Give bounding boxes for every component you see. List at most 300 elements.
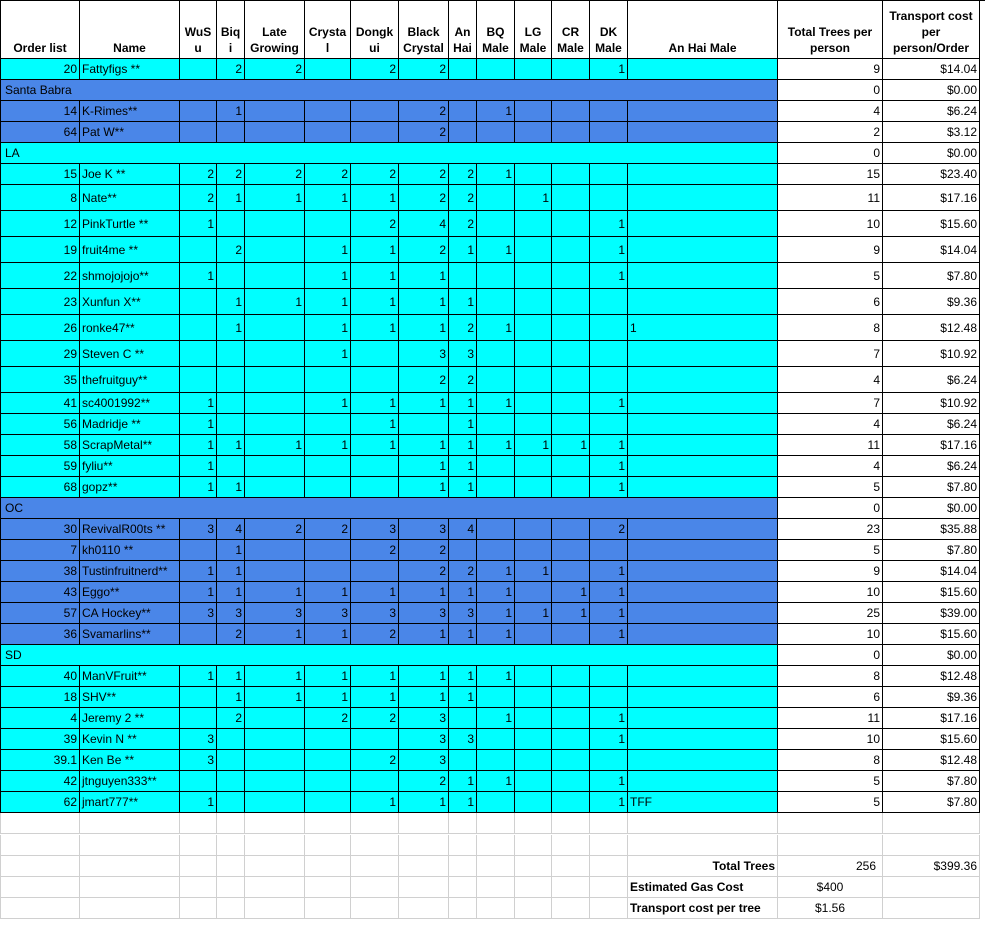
cell-black-crystal[interactable]: 3 — [399, 750, 449, 771]
empty-cell[interactable] — [778, 835, 883, 856]
cell-biqi[interactable] — [217, 771, 245, 792]
cell-late-growing[interactable]: 1 — [245, 582, 305, 603]
cell-cr-male[interactable] — [552, 164, 590, 185]
cell-transport-cost[interactable]: $39.00 — [883, 603, 980, 624]
cell-bq-male[interactable] — [477, 456, 515, 477]
cell-crystal[interactable] — [305, 771, 351, 792]
cell-total-trees[interactable]: 9 — [778, 561, 883, 582]
cell-late-growing[interactable]: 2 — [245, 519, 305, 540]
cell-late-growing[interactable] — [245, 393, 305, 414]
cell-crystal[interactable] — [305, 645, 351, 666]
cell-an-hai-male[interactable] — [628, 211, 778, 237]
cell-wusu[interactable] — [180, 540, 217, 561]
cell-dk-male[interactable] — [590, 645, 628, 666]
cell-bq-male[interactable] — [477, 519, 515, 540]
cell-total-trees[interactable]: 9 — [778, 59, 883, 80]
cell-black-crystal[interactable]: 2 — [399, 540, 449, 561]
cell-lg-male[interactable] — [515, 687, 552, 708]
cell-black-crystal[interactable] — [399, 143, 449, 164]
cell-black-crystal[interactable]: 3 — [399, 729, 449, 750]
cell-total-trees[interactable]: 10 — [778, 582, 883, 603]
cell-dongkui[interactable] — [351, 80, 399, 101]
cell-an-hai-male[interactable] — [628, 367, 778, 393]
cell-name[interactable]: Svamarlins** — [80, 624, 180, 645]
header-an-hai[interactable]: An Hai — [449, 1, 477, 59]
cell-cr-male[interactable] — [552, 666, 590, 687]
empty-cell[interactable] — [515, 813, 552, 834]
empty-cell[interactable] — [217, 813, 245, 834]
cell-lg-male[interactable] — [515, 101, 552, 122]
cell-cr-male[interactable] — [552, 624, 590, 645]
cell-transport-cost[interactable]: $6.24 — [883, 367, 980, 393]
empty-cell[interactable] — [0, 856, 80, 877]
empty-cell[interactable] — [180, 813, 217, 834]
cell-late-growing[interactable] — [245, 315, 305, 341]
cell-dongkui[interactable]: 3 — [351, 603, 399, 624]
cell-cr-male[interactable] — [552, 645, 590, 666]
cell-transport-cost[interactable]: $15.60 — [883, 211, 980, 237]
cell-black-crystal[interactable]: 2 — [399, 101, 449, 122]
empty-cell[interactable] — [883, 813, 980, 834]
cell-total-trees[interactable]: 10 — [778, 624, 883, 645]
cell-late-growing[interactable]: 1 — [245, 289, 305, 315]
cell-bq-male[interactable]: 1 — [477, 237, 515, 263]
empty-cell[interactable] — [552, 856, 590, 877]
cell-an-hai[interactable]: 1 — [449, 792, 477, 813]
cell-an-hai-male[interactable] — [628, 289, 778, 315]
empty-cell[interactable] — [245, 877, 305, 898]
cell-an-hai-male[interactable] — [628, 185, 778, 211]
cell-biqi[interactable] — [217, 456, 245, 477]
cell-black-crystal[interactable]: 1 — [399, 477, 449, 498]
cell-bq-male[interactable] — [477, 185, 515, 211]
empty-cell[interactable] — [180, 877, 217, 898]
cell-wusu[interactable] — [180, 645, 217, 666]
cell-total-trees[interactable]: 10 — [778, 211, 883, 237]
cell-transport-cost[interactable]: $9.36 — [883, 289, 980, 315]
cell-black-crystal[interactable] — [399, 498, 449, 519]
cell-wusu[interactable]: 3 — [180, 729, 217, 750]
cell-an-hai-male[interactable] — [628, 263, 778, 289]
cell-an-hai[interactable]: 1 — [449, 237, 477, 263]
cell-black-crystal[interactable] — [399, 645, 449, 666]
cell-black-crystal[interactable]: 2 — [399, 59, 449, 80]
cell-dongkui[interactable] — [351, 477, 399, 498]
cell-late-growing[interactable] — [245, 540, 305, 561]
cell-crystal[interactable] — [305, 80, 351, 101]
cell-biqi[interactable] — [217, 729, 245, 750]
cell-cr-male[interactable] — [552, 237, 590, 263]
cell-dk-male[interactable]: 1 — [590, 771, 628, 792]
cell-an-hai[interactable]: 1 — [449, 477, 477, 498]
cell-dk-male[interactable]: 1 — [590, 582, 628, 603]
cell-dongkui[interactable]: 1 — [351, 792, 399, 813]
cell-lg-male[interactable] — [515, 792, 552, 813]
cell-an-hai[interactable]: 1 — [449, 687, 477, 708]
cell-crystal[interactable]: 1 — [305, 582, 351, 603]
cell-biqi[interactable] — [217, 792, 245, 813]
cell-black-crystal[interactable]: 2 — [399, 185, 449, 211]
cell-wusu[interactable] — [180, 122, 217, 143]
cell-cr-male[interactable] — [552, 540, 590, 561]
cell-total-trees[interactable]: 9 — [778, 237, 883, 263]
cell-dongkui[interactable]: 2 — [351, 708, 399, 729]
cell-cr-male[interactable] — [552, 185, 590, 211]
cell-dongkui[interactable]: 1 — [351, 263, 399, 289]
cell-black-crystal[interactable]: 2 — [399, 237, 449, 263]
cell-name[interactable]: sc4001992** — [80, 393, 180, 414]
cell-dongkui[interactable] — [351, 498, 399, 519]
cell-order-list[interactable]: 42 — [0, 771, 80, 792]
cell-dk-male[interactable]: 1 — [590, 435, 628, 456]
cell-dk-male[interactable] — [590, 143, 628, 164]
cell-dk-male[interactable]: 1 — [590, 603, 628, 624]
cell-dongkui[interactable]: 2 — [351, 540, 399, 561]
empty-cell[interactable] — [0, 877, 80, 898]
empty-cell[interactable] — [245, 835, 305, 856]
cell-cr-male[interactable] — [552, 393, 590, 414]
cell-order-list[interactable]: 35 — [0, 367, 80, 393]
cell-transport-cost[interactable]: $6.24 — [883, 456, 980, 477]
cell-biqi[interactable] — [217, 80, 245, 101]
cell-total-trees[interactable]: 5 — [778, 771, 883, 792]
cell-dk-male[interactable] — [590, 414, 628, 435]
cell-bq-male[interactable]: 1 — [477, 771, 515, 792]
cell-an-hai[interactable]: 2 — [449, 185, 477, 211]
cell-cr-male[interactable] — [552, 708, 590, 729]
cell-order-list[interactable]: 4 — [0, 708, 80, 729]
cell-biqi[interactable] — [217, 393, 245, 414]
header-biqi[interactable]: Biq i — [217, 1, 245, 59]
cell-transport-cost[interactable]: $35.88 — [883, 519, 980, 540]
cell-transport-cost[interactable]: $12.48 — [883, 315, 980, 341]
cell-lg-male[interactable]: 1 — [515, 185, 552, 211]
cell-bq-male[interactable] — [477, 645, 515, 666]
cell-cr-male[interactable] — [552, 498, 590, 519]
cell-black-crystal[interactable]: 1 — [399, 687, 449, 708]
cell-an-hai[interactable]: 3 — [449, 729, 477, 750]
cell-lg-male[interactable] — [515, 341, 552, 367]
cell-an-hai[interactable]: 4 — [449, 519, 477, 540]
cell-biqi[interactable] — [217, 341, 245, 367]
cell-total-trees[interactable]: 10 — [778, 729, 883, 750]
cell-cr-male[interactable] — [552, 687, 590, 708]
cell-total-trees[interactable]: 6 — [778, 687, 883, 708]
cell-dongkui[interactable]: 1 — [351, 666, 399, 687]
cell-transport-cost[interactable]: $23.40 — [883, 164, 980, 185]
cell-name[interactable]: SHV** — [80, 687, 180, 708]
cell-black-crystal[interactable] — [399, 414, 449, 435]
cell-wusu[interactable]: 1 — [180, 477, 217, 498]
cell-cr-male[interactable]: 1 — [552, 435, 590, 456]
cell-transport-cost[interactable]: $7.80 — [883, 771, 980, 792]
cell-name[interactable]: Joe K ** — [80, 164, 180, 185]
cell-dk-male[interactable]: 1 — [590, 729, 628, 750]
cell-late-growing[interactable] — [245, 263, 305, 289]
cell-late-growing[interactable] — [245, 456, 305, 477]
cell-black-crystal[interactable]: 1 — [399, 435, 449, 456]
cell-dongkui[interactable] — [351, 143, 399, 164]
cell-biqi[interactable]: 1 — [217, 540, 245, 561]
cell-wusu[interactable] — [180, 624, 217, 645]
cell-black-crystal[interactable]: 3 — [399, 708, 449, 729]
cell-cr-male[interactable] — [552, 101, 590, 122]
cell-lg-male[interactable] — [515, 708, 552, 729]
cell-dongkui[interactable]: 1 — [351, 435, 399, 456]
cell-transport-cost[interactable]: $7.80 — [883, 263, 980, 289]
cell-total-trees[interactable]: 4 — [778, 101, 883, 122]
cell-bq-male[interactable] — [477, 498, 515, 519]
cell-crystal[interactable]: 1 — [305, 315, 351, 341]
empty-cell[interactable] — [449, 877, 477, 898]
cell-lg-male[interactable] — [515, 122, 552, 143]
cell-transport-cost[interactable]: $9.36 — [883, 687, 980, 708]
cell-crystal[interactable]: 1 — [305, 237, 351, 263]
cell-biqi[interactable]: 1 — [217, 687, 245, 708]
cell-an-hai-male[interactable] — [628, 561, 778, 582]
cell-transport-cost[interactable]: $14.04 — [883, 561, 980, 582]
cell-an-hai-male[interactable] — [628, 582, 778, 603]
cell-late-growing[interactable]: 1 — [245, 666, 305, 687]
cell-lg-male[interactable]: 1 — [515, 561, 552, 582]
cell-late-growing[interactable] — [245, 414, 305, 435]
cell-dongkui[interactable]: 2 — [351, 750, 399, 771]
cell-bq-male[interactable] — [477, 289, 515, 315]
cell-transport-cost[interactable]: $14.04 — [883, 237, 980, 263]
empty-cell[interactable] — [80, 877, 180, 898]
cell-biqi[interactable] — [217, 143, 245, 164]
cell-an-hai-male[interactable] — [628, 435, 778, 456]
cell-cr-male[interactable] — [552, 414, 590, 435]
empty-cell[interactable] — [245, 898, 305, 919]
cell-bq-male[interactable]: 1 — [477, 582, 515, 603]
cell-late-growing[interactable]: 2 — [245, 59, 305, 80]
header-dk-male[interactable]: DK Male — [590, 1, 628, 59]
empty-cell[interactable] — [515, 856, 552, 877]
cell-wusu[interactable]: 3 — [180, 750, 217, 771]
cell-black-crystal[interactable]: 2 — [399, 771, 449, 792]
cell-dongkui[interactable]: 2 — [351, 164, 399, 185]
cell-name[interactable]: CA Hockey** — [80, 603, 180, 624]
cell-lg-male[interactable] — [515, 645, 552, 666]
cell-black-crystal[interactable] — [399, 80, 449, 101]
cell-dk-male[interactable]: 1 — [590, 456, 628, 477]
cell-an-hai[interactable] — [449, 708, 477, 729]
empty-cell[interactable] — [80, 856, 180, 877]
cell-an-hai-male[interactable] — [628, 540, 778, 561]
cell-bq-male[interactable] — [477, 367, 515, 393]
cell-crystal[interactable]: 1 — [305, 435, 351, 456]
cell-transport-cost[interactable]: $0.00 — [883, 645, 980, 666]
cell-transport-cost[interactable]: $0.00 — [883, 80, 980, 101]
cell-order-list[interactable]: 7 — [0, 540, 80, 561]
empty-cell[interactable] — [477, 856, 515, 877]
empty-cell[interactable] — [351, 835, 399, 856]
empty-cell[interactable] — [590, 813, 628, 834]
cell-crystal[interactable] — [305, 211, 351, 237]
header-wusu[interactable]: WuS u — [180, 1, 217, 59]
cell-crystal[interactable] — [305, 729, 351, 750]
cell-biqi[interactable]: 1 — [217, 477, 245, 498]
cell-order-list[interactable]: 20 — [0, 59, 80, 80]
cell-name[interactable]: shmojojojo** — [80, 263, 180, 289]
cell-transport-cost[interactable]: $10.92 — [883, 341, 980, 367]
cell-an-hai-male[interactable] — [628, 456, 778, 477]
cell-wusu[interactable] — [180, 498, 217, 519]
cell-dongkui[interactable] — [351, 341, 399, 367]
cell-biqi[interactable] — [217, 122, 245, 143]
cell-an-hai[interactable]: 2 — [449, 211, 477, 237]
cell-transport-cost[interactable]: $17.16 — [883, 435, 980, 456]
cell-dongkui[interactable] — [351, 456, 399, 477]
cell-late-growing[interactable]: 1 — [245, 624, 305, 645]
cell-an-hai-male[interactable] — [628, 164, 778, 185]
cell-name[interactable]: Jeremy 2 ** — [80, 708, 180, 729]
cell-order-list[interactable]: 29 — [0, 341, 80, 367]
cell-crystal[interactable] — [305, 367, 351, 393]
cell-biqi[interactable] — [217, 498, 245, 519]
cell-crystal[interactable] — [305, 792, 351, 813]
cell-dk-male[interactable]: 1 — [590, 263, 628, 289]
empty-cell[interactable] — [590, 835, 628, 856]
cell-dongkui[interactable]: 1 — [351, 289, 399, 315]
cell-total-trees[interactable]: 0 — [778, 645, 883, 666]
cell-dk-male[interactable]: 1 — [590, 237, 628, 263]
cell-name[interactable]: RevivalR00ts ** — [80, 519, 180, 540]
header-black-crystal[interactable]: Black Crystal — [399, 1, 449, 59]
cell-lg-male[interactable]: 1 — [515, 435, 552, 456]
cell-dongkui[interactable] — [351, 101, 399, 122]
cell-dongkui[interactable]: 2 — [351, 211, 399, 237]
cell-cr-male[interactable] — [552, 289, 590, 315]
cell-wusu[interactable] — [180, 687, 217, 708]
cell-late-growing[interactable] — [245, 498, 305, 519]
region-label[interactable]: OC — [0, 498, 180, 519]
cell-crystal[interactable] — [305, 477, 351, 498]
cell-transport-cost[interactable]: $12.48 — [883, 750, 980, 771]
cell-total-trees[interactable]: 7 — [778, 393, 883, 414]
cell-total-trees[interactable]: 8 — [778, 750, 883, 771]
cell-total-trees[interactable]: 5 — [778, 263, 883, 289]
cell-biqi[interactable]: 1 — [217, 185, 245, 211]
cell-dk-male[interactable]: 1 — [590, 477, 628, 498]
cell-an-hai[interactable] — [449, 122, 477, 143]
empty-cell[interactable] — [552, 877, 590, 898]
cell-bq-male[interactable] — [477, 211, 515, 237]
cell-wusu[interactable]: 3 — [180, 603, 217, 624]
cell-cr-male[interactable] — [552, 792, 590, 813]
header-dongkui[interactable]: Dongk ui — [351, 1, 399, 59]
empty-cell[interactable] — [217, 856, 245, 877]
empty-cell[interactable] — [628, 813, 778, 834]
cell-name[interactable]: jmart777** — [80, 792, 180, 813]
cell-total-trees[interactable]: 8 — [778, 315, 883, 341]
empty-cell[interactable] — [515, 898, 552, 919]
cell-dk-male[interactable]: 1 — [590, 708, 628, 729]
empty-cell[interactable] — [180, 835, 217, 856]
cell-black-crystal[interactable]: 3 — [399, 603, 449, 624]
cell-transport-cost[interactable]: $15.60 — [883, 624, 980, 645]
cell-an-hai-male[interactable] — [628, 414, 778, 435]
cell-wusu[interactable]: 1 — [180, 582, 217, 603]
cell-dk-male[interactable] — [590, 315, 628, 341]
cell-dongkui[interactable] — [351, 561, 399, 582]
cell-dongkui[interactable]: 1 — [351, 185, 399, 211]
cell-wusu[interactable] — [180, 101, 217, 122]
cell-dk-male[interactable] — [590, 185, 628, 211]
cell-wusu[interactable]: 3 — [180, 519, 217, 540]
cell-an-hai[interactable]: 3 — [449, 341, 477, 367]
cell-biqi[interactable]: 1 — [217, 666, 245, 687]
cell-black-crystal[interactable]: 1 — [399, 582, 449, 603]
cell-biqi[interactable]: 1 — [217, 582, 245, 603]
cell-lg-male[interactable]: 1 — [515, 603, 552, 624]
cell-dongkui[interactable]: 1 — [351, 237, 399, 263]
cell-wusu[interactable]: 1 — [180, 456, 217, 477]
cell-crystal[interactable] — [305, 59, 351, 80]
cell-total-trees[interactable]: 8 — [778, 666, 883, 687]
cell-crystal[interactable]: 1 — [305, 263, 351, 289]
cell-an-hai-male[interactable] — [628, 750, 778, 771]
cell-biqi[interactable]: 4 — [217, 519, 245, 540]
cell-an-hai-male[interactable] — [628, 80, 778, 101]
cell-wusu[interactable] — [180, 341, 217, 367]
cell-total-trees[interactable]: 0 — [778, 80, 883, 101]
cell-an-hai-male[interactable]: TFF — [628, 792, 778, 813]
cell-bq-male[interactable] — [477, 540, 515, 561]
cell-dk-male[interactable] — [590, 101, 628, 122]
cell-crystal[interactable]: 1 — [305, 341, 351, 367]
empty-cell[interactable] — [305, 877, 351, 898]
empty-cell[interactable] — [552, 898, 590, 919]
cell-dk-male[interactable] — [590, 341, 628, 367]
cell-biqi[interactable]: 2 — [217, 164, 245, 185]
cell-late-growing[interactable] — [245, 708, 305, 729]
cell-an-hai[interactable]: 1 — [449, 289, 477, 315]
cell-biqi[interactable] — [217, 263, 245, 289]
empty-cell[interactable] — [351, 813, 399, 834]
cell-order-list[interactable]: 8 — [0, 185, 80, 211]
cell-lg-male[interactable] — [515, 59, 552, 80]
cell-crystal[interactable] — [305, 101, 351, 122]
cell-wusu[interactable]: 2 — [180, 164, 217, 185]
cell-bq-male[interactable] — [477, 477, 515, 498]
cell-total-trees[interactable]: 15 — [778, 164, 883, 185]
cell-crystal[interactable] — [305, 143, 351, 164]
per-tree-cost-value[interactable]: $1.56 — [778, 898, 883, 919]
cell-lg-male[interactable] — [515, 143, 552, 164]
cell-lg-male[interactable] — [515, 729, 552, 750]
cell-bq-male[interactable] — [477, 341, 515, 367]
cell-dongkui[interactable] — [351, 367, 399, 393]
cell-wusu[interactable] — [180, 80, 217, 101]
cell-total-trees[interactable]: 5 — [778, 477, 883, 498]
cell-an-hai[interactable]: 1 — [449, 624, 477, 645]
empty-cell[interactable] — [217, 877, 245, 898]
cell-dk-male[interactable]: 1 — [590, 624, 628, 645]
cell-cr-male[interactable] — [552, 561, 590, 582]
cell-order-list[interactable]: 15 — [0, 164, 80, 185]
empty-cell[interactable] — [449, 856, 477, 877]
empty-cell[interactable] — [883, 835, 980, 856]
header-lg-male[interactable]: LG Male — [515, 1, 552, 59]
cell-lg-male[interactable] — [515, 393, 552, 414]
gas-cost-value[interactable]: $400 — [778, 877, 883, 898]
cell-crystal[interactable] — [305, 456, 351, 477]
cell-biqi[interactable]: 1 — [217, 289, 245, 315]
cell-transport-cost[interactable]: $3.12 — [883, 122, 980, 143]
cell-order-list[interactable]: 58 — [0, 435, 80, 456]
